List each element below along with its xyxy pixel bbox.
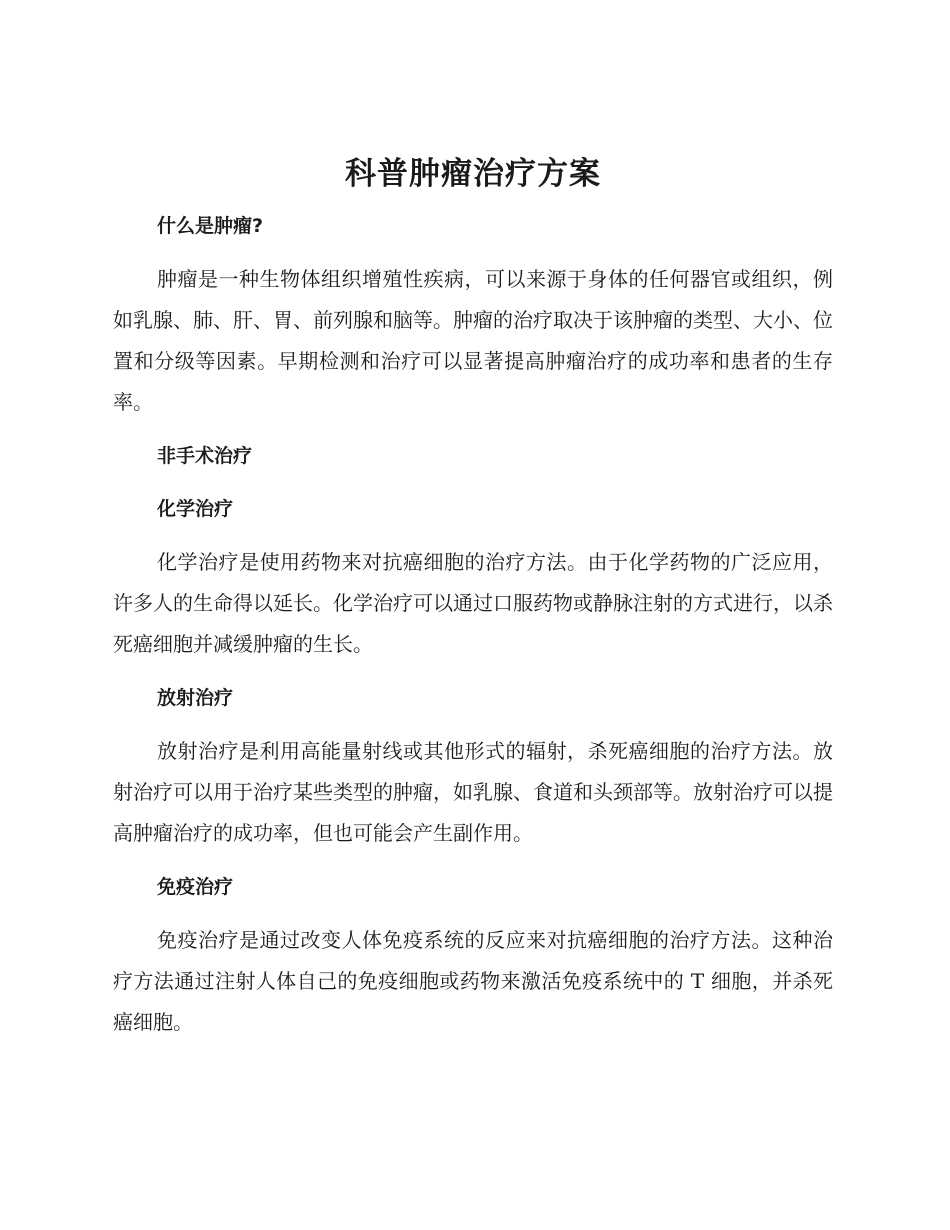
paragraph-radiotherapy: 放射治疗是利用高能量射线或其他形式的辐射，杀死癌细胞的治疗方法。放射治疗可以用于治疗某些类型的肿瘤，如乳腺、食道和头颈部等。放射治疗可以提高肿瘤治疗的成功率，但也可能会产生副作用。 — [113, 739, 833, 845]
paragraph-immunotherapy: 免疫治疗是通过改变人体免疫系统的反应来对抗癌细胞的治疗方法。这种治疗方法通过注射人体自己的免疫细胞或药物来激活免疫系统中的 T 细胞，并杀死癌细胞。 — [113, 928, 833, 1034]
heading-what-is-tumor: 什么是肿瘤? — [157, 215, 264, 237]
paragraph-chemotherapy: 化学治疗是使用药物来对抗癌细胞的治疗方法。由于化学药物的广泛应用，许多人的生命得以延长。化学治疗可以通过口服药物或静脉注射的方式进行，以杀死癌细胞并减缓肿瘤的生长。 — [113, 550, 833, 656]
heading-immunotherapy: 免疫治疗 — [157, 876, 234, 898]
document-title: 科普肿瘤治疗方案 — [345, 156, 601, 192]
heading-chemotherapy: 化学治疗 — [157, 498, 234, 520]
paragraph-what-is-tumor: 肿瘤是一种生物体组织增殖性疾病，可以来源于身体的任何器官或组织，例如乳腺、肺、肝、胃、前列腺和脑等。肿瘤的治疗取决于该肿瘤的类型、大小、位置和分级等因素。早期检测和治疗可以显著提高肿瘤治疗的成功率和患者的生存率。 — [113, 267, 833, 414]
heading-non-surgical: 非手术治疗 — [157, 445, 253, 467]
document-page — [113, 148, 833, 1043]
heading-radiotherapy: 放射治疗 — [157, 687, 234, 709]
